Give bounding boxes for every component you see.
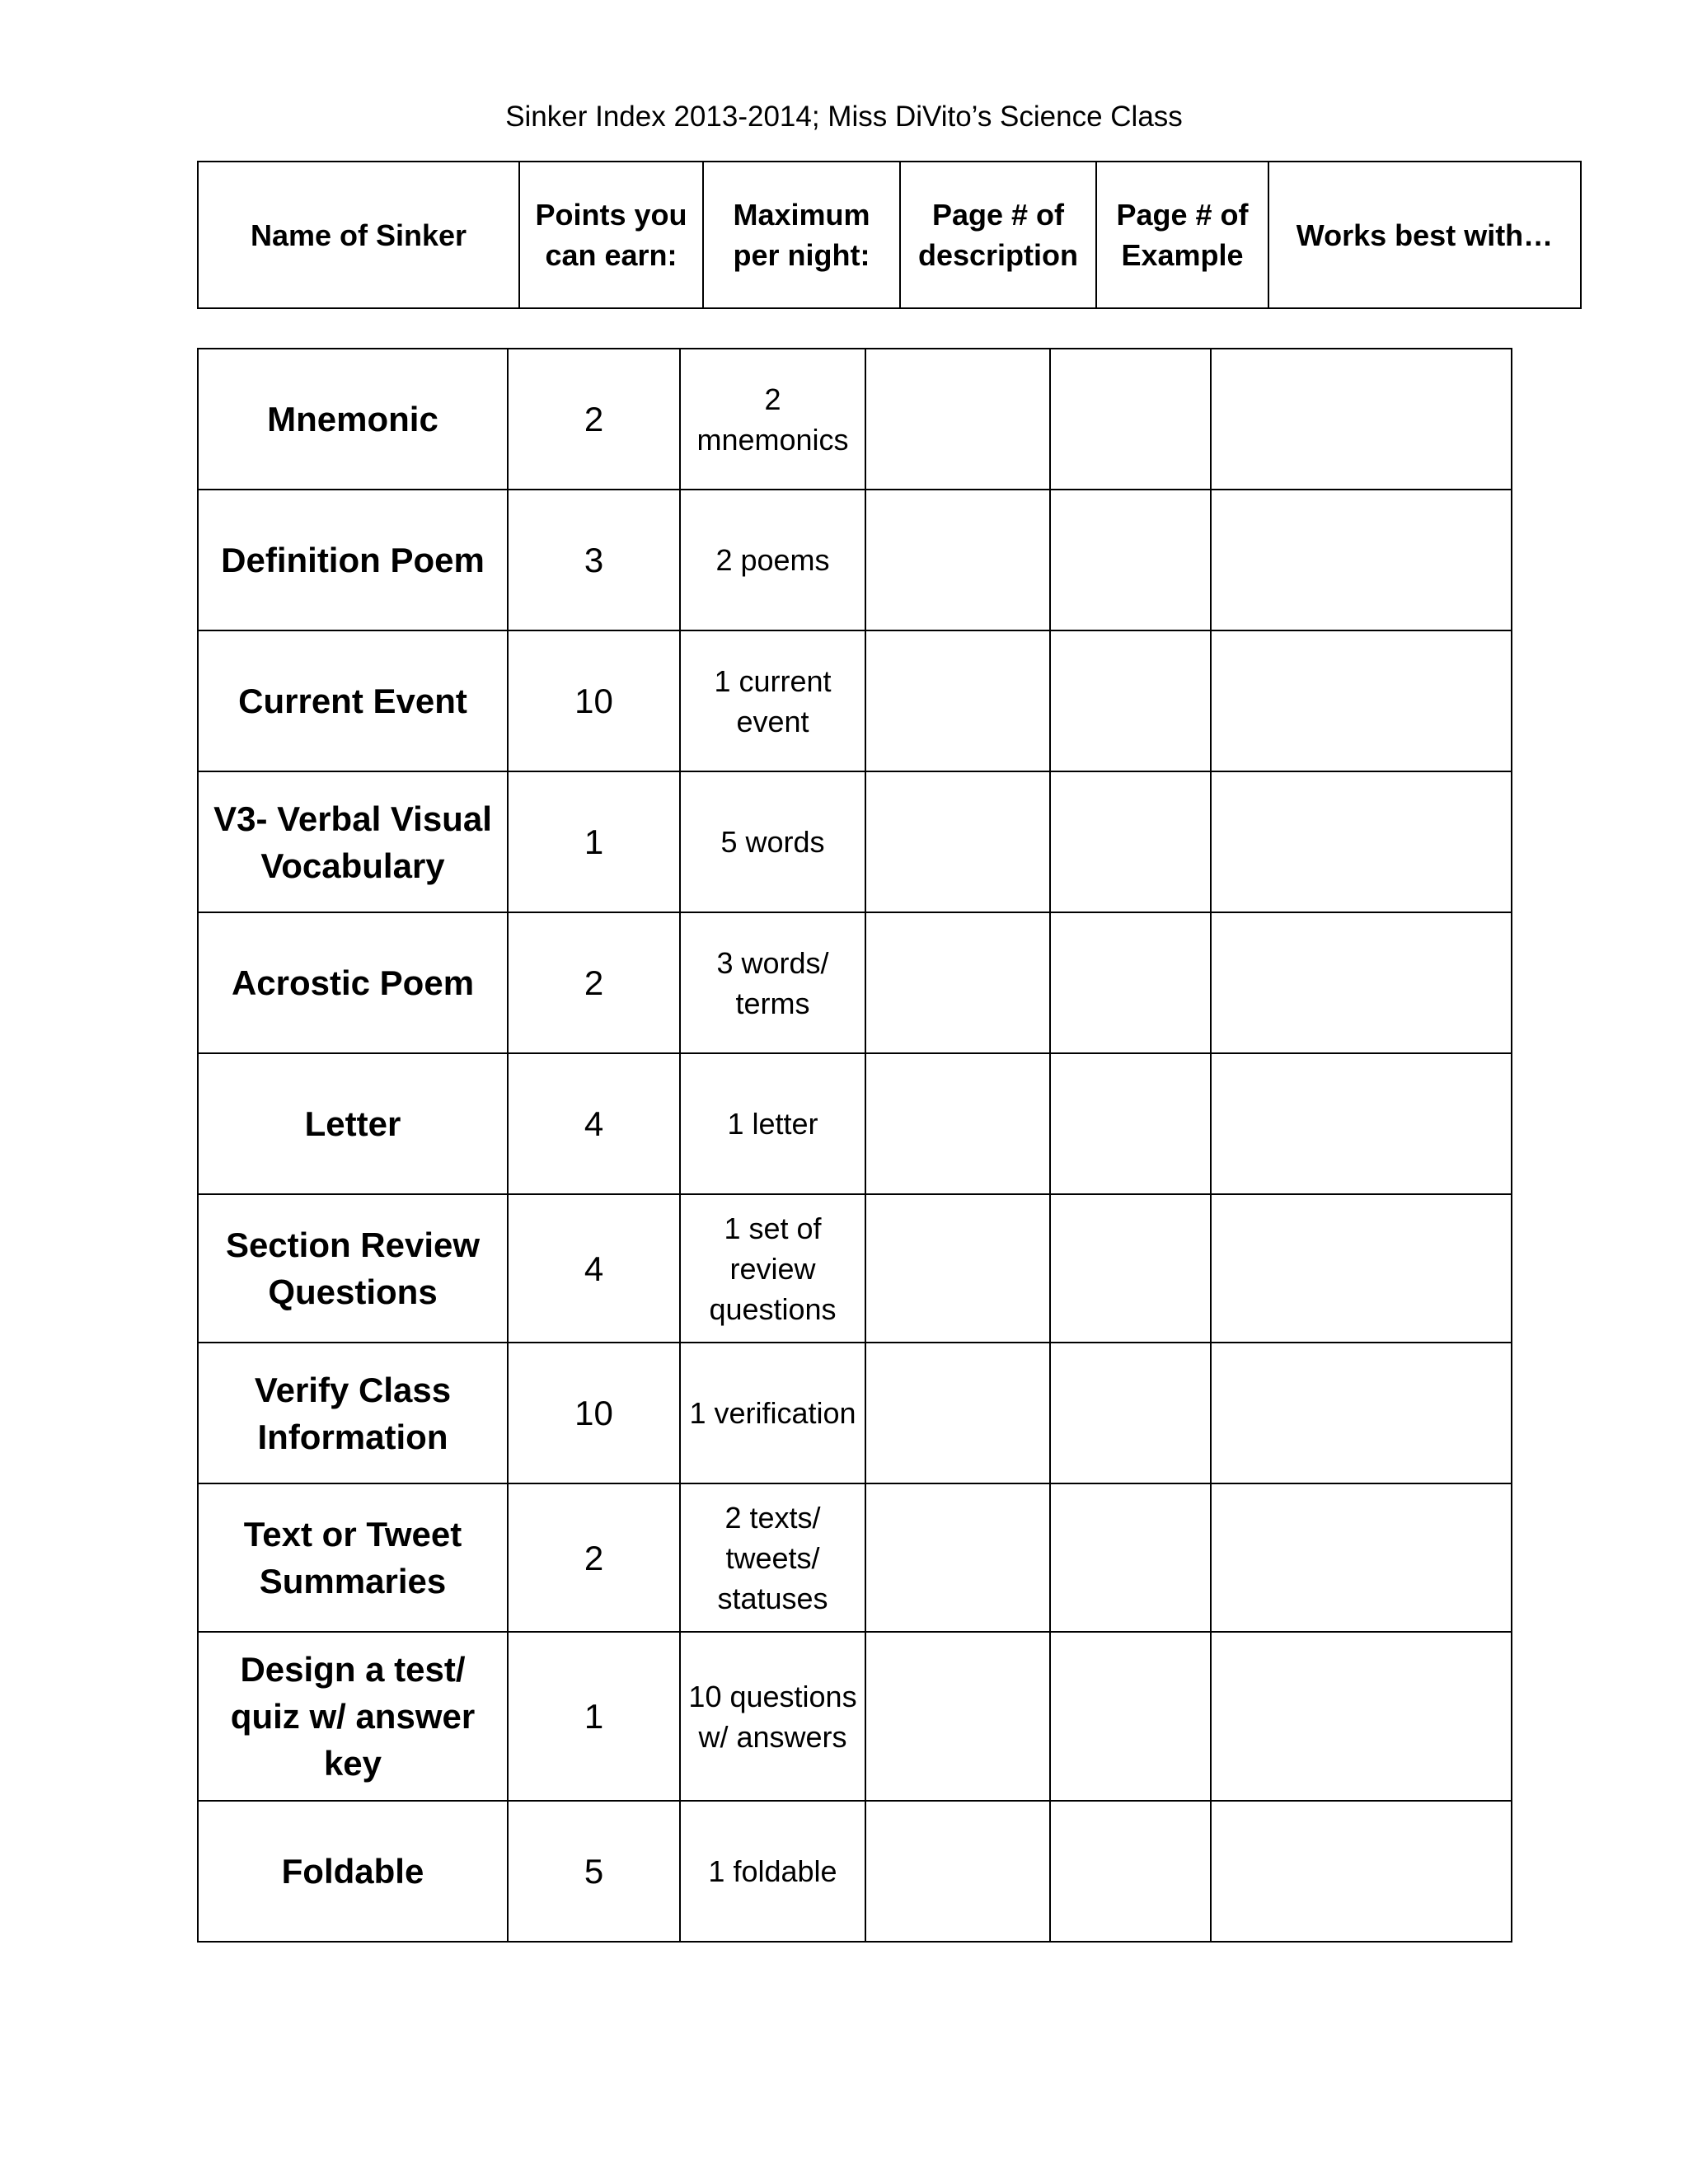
example-page-cell[interactable] (1050, 630, 1211, 771)
table-row (198, 1801, 1512, 1942)
sinker-points: 4 (508, 1053, 680, 1194)
description-page-cell[interactable] (865, 1053, 1050, 1194)
table-row (198, 771, 1512, 912)
sinker-points: 3 (508, 490, 680, 630)
sinker-name: Current Event (198, 630, 508, 771)
description-page-cell[interactable] (865, 630, 1050, 771)
sinker-name: Definition Poem (198, 490, 508, 630)
sinker-name: V3- Verbal Visual Vocabulary (198, 771, 508, 912)
sinker-name: Verify Class Information (198, 1343, 508, 1483)
page-title: Sinker Index 2013-2014; Miss DiVito’s Science Class (505, 101, 1183, 133)
example-page-cell[interactable] (1050, 1194, 1211, 1343)
sinker-points: 10 (508, 630, 680, 771)
example-page-cell[interactable] (1050, 349, 1211, 490)
header-row (198, 162, 1581, 308)
works-best-cell[interactable] (1211, 1483, 1512, 1632)
sinker-points: 4 (508, 1194, 680, 1343)
sinker-points: 1 (508, 1632, 680, 1801)
table-row (198, 912, 1512, 1053)
column-header-maximum: Maximum per night: (703, 162, 900, 308)
sinker-name: Foldable (198, 1801, 508, 1942)
column-header-example-page: Page # of Example (1096, 162, 1268, 308)
works-best-cell[interactable] (1211, 1194, 1512, 1343)
sinker-maximum: 2 texts/ tweets/ statuses (680, 1483, 865, 1632)
works-best-cell[interactable] (1211, 349, 1512, 490)
sinker-maximum: 1 current event (680, 630, 865, 771)
works-best-cell[interactable] (1211, 771, 1512, 912)
example-page-cell[interactable] (1050, 771, 1211, 912)
sinker-maximum: 1 set of review questions (680, 1194, 865, 1343)
table-row (198, 349, 1512, 490)
sinker-name: Acrostic Poem (198, 912, 508, 1053)
sinker-points: 10 (508, 1343, 680, 1483)
works-best-cell[interactable] (1211, 490, 1512, 630)
description-page-cell[interactable] (865, 1343, 1050, 1483)
sinker-maximum: 2 mnemonics (680, 349, 865, 490)
description-page-cell[interactable] (865, 912, 1050, 1053)
description-page-cell[interactable] (865, 1483, 1050, 1632)
sinker-maximum: 2 poems (680, 490, 865, 630)
description-page-cell[interactable] (865, 1632, 1050, 1801)
sinker-name: Mnemonic (198, 349, 508, 490)
sinker-name: Section Review Questions (198, 1194, 508, 1343)
description-page-cell[interactable] (865, 1194, 1050, 1343)
sinker-maximum: 3 words/ terms (680, 912, 865, 1053)
sinker-table (197, 348, 1512, 1943)
example-page-cell[interactable] (1050, 912, 1211, 1053)
sinker-points: 5 (508, 1801, 680, 1942)
column-header-name: Name of Sinker (198, 162, 519, 308)
example-page-cell[interactable] (1050, 490, 1211, 630)
sinker-maximum: 1 verification (680, 1343, 865, 1483)
description-page-cell[interactable] (865, 349, 1050, 490)
sinker-points: 2 (508, 1483, 680, 1632)
example-page-cell[interactable] (1050, 1483, 1211, 1632)
sinker-points: 2 (508, 349, 680, 490)
table-row (198, 1194, 1512, 1343)
sinker-maximum: 10 questions w/ answers (680, 1632, 865, 1801)
table-row (198, 630, 1512, 771)
works-best-cell[interactable] (1211, 1801, 1512, 1942)
sinker-name: Text or Tweet Summaries (198, 1483, 508, 1632)
table-row (198, 1483, 1512, 1632)
example-page-cell[interactable] (1050, 1801, 1211, 1942)
example-page-cell[interactable] (1050, 1632, 1211, 1801)
column-header-description-page: Page # of description (900, 162, 1096, 308)
sinker-name: Letter (198, 1053, 508, 1194)
sinker-maximum: 1 foldable (680, 1801, 865, 1942)
sinker-maximum: 1 letter (680, 1053, 865, 1194)
sinker-name: Design a test/ quiz w/ answer key (198, 1632, 508, 1801)
table-row (198, 1343, 1512, 1483)
sinker-maximum: 5 words (680, 771, 865, 912)
description-page-cell[interactable] (865, 771, 1050, 912)
example-page-cell[interactable] (1050, 1053, 1211, 1194)
description-page-cell[interactable] (865, 490, 1050, 630)
table-row (198, 1632, 1512, 1801)
example-page-cell[interactable] (1050, 1343, 1211, 1483)
table-row (198, 490, 1512, 630)
column-header-points: Points you can earn: (519, 162, 703, 308)
table-row (198, 1053, 1512, 1194)
header-table (197, 161, 1582, 309)
column-header-works-best: Works best with… (1268, 162, 1581, 308)
works-best-cell[interactable] (1211, 630, 1512, 771)
works-best-cell[interactable] (1211, 1053, 1512, 1194)
works-best-cell[interactable] (1211, 1632, 1512, 1801)
works-best-cell[interactable] (1211, 912, 1512, 1053)
sinker-points: 1 (508, 771, 680, 912)
description-page-cell[interactable] (865, 1801, 1050, 1942)
sinker-points: 2 (508, 912, 680, 1053)
works-best-cell[interactable] (1211, 1343, 1512, 1483)
